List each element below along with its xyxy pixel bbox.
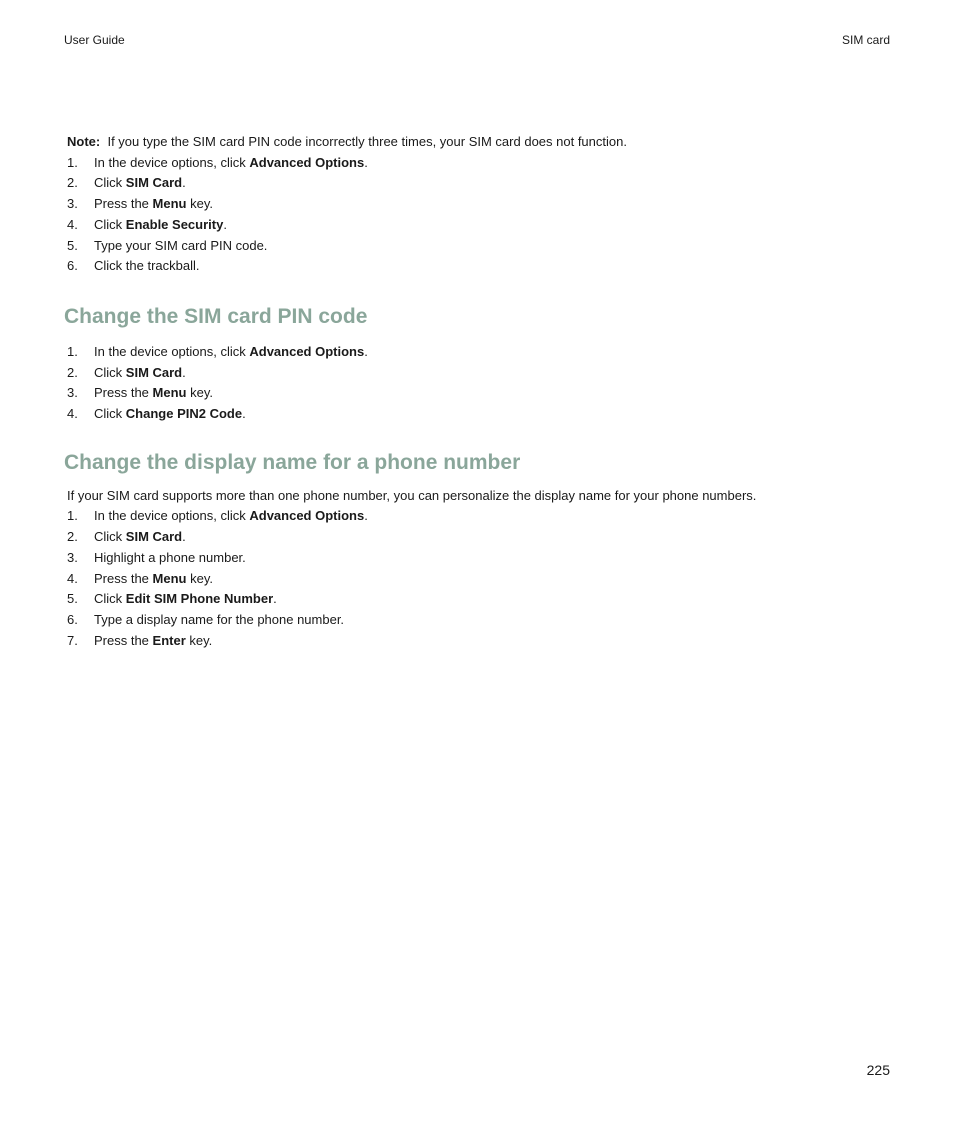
step-text: In the device options, click <box>94 343 250 359</box>
list-item <box>64 548 894 569</box>
step-text-suffix: . <box>182 175 186 191</box>
step-ui-term: Enable Security <box>125 216 224 232</box>
note-paragraph <box>67 132 894 153</box>
list-item <box>64 256 894 277</box>
step-text: Type a display name for the phone number. <box>94 611 345 627</box>
step-number: 2. <box>67 175 78 191</box>
step-ui-term: SIM Card <box>125 529 183 545</box>
display-name-steps <box>64 506 894 651</box>
step-text: In the device options, click <box>94 154 250 170</box>
step-number: 3. <box>67 549 78 565</box>
step-number: 4. <box>67 216 78 232</box>
step-text: In the device options, click <box>94 508 250 524</box>
note-text: If you type the SIM card PIN code incorrectly three times, your SIM card does not function. <box>107 134 627 149</box>
step-number: 7. <box>67 632 78 648</box>
step-text-suffix: . <box>273 591 277 607</box>
step-text-suffix: . <box>182 529 186 545</box>
step-ui-term: SIM Card <box>125 175 183 191</box>
step-text-suffix: . <box>364 154 368 170</box>
step-text-suffix: . <box>364 508 368 524</box>
list-item <box>64 153 894 174</box>
step-number: 6. <box>67 611 78 627</box>
step-text-suffix: key. <box>185 632 213 648</box>
step-text-suffix: . <box>182 364 186 380</box>
step-text-suffix: . <box>364 343 368 359</box>
step-ui-term: Advanced Options <box>249 343 365 359</box>
step-text-suffix: . <box>242 406 246 422</box>
change-pin-steps <box>64 342 894 425</box>
list-item <box>64 342 894 363</box>
step-number: 2. <box>67 364 78 380</box>
note-label: Note: <box>67 134 101 149</box>
step-number: 5. <box>67 237 78 253</box>
step-number: 4. <box>67 406 78 422</box>
running-header-title: User Guide <box>64 33 125 47</box>
step-ui-term: Menu <box>152 570 187 586</box>
list-item <box>64 589 894 610</box>
step-text: Type your SIM card PIN code. <box>94 237 268 253</box>
step-text: Click the trackball. <box>94 258 200 274</box>
step-text: Press the <box>94 196 153 212</box>
list-item <box>64 383 894 404</box>
step-ui-term: SIM Card <box>125 364 183 380</box>
step-text: Click <box>94 364 126 380</box>
step-text: Click <box>94 175 126 191</box>
step-text-suffix: key. <box>186 196 213 212</box>
step-number: 6. <box>67 258 78 274</box>
step-ui-term: Advanced Options <box>249 508 365 524</box>
step-number: 2. <box>67 529 78 545</box>
step-ui-term: Advanced Options <box>249 154 365 170</box>
list-item <box>64 527 894 548</box>
step-text: Press the <box>94 570 153 586</box>
page-content <box>64 132 894 651</box>
list-item <box>64 569 894 590</box>
list-item <box>64 631 894 652</box>
step-number: 4. <box>67 570 78 586</box>
step-ui-term: Menu <box>152 196 187 212</box>
section-heading-change-pin: Change the SIM card PIN code <box>64 304 368 328</box>
step-text-suffix: key. <box>186 570 213 586</box>
step-text: Click <box>94 406 126 422</box>
step-ui-term: Change PIN2 Code <box>125 406 243 422</box>
step-ui-term: Enter <box>152 632 186 648</box>
page-number: 225 <box>866 1062 890 1078</box>
step-number: 1. <box>67 508 78 524</box>
step-ui-term: Edit SIM Phone Number <box>125 591 274 607</box>
step-text: Click <box>94 216 126 232</box>
step-text-suffix: key. <box>186 385 213 401</box>
list-item <box>64 404 894 425</box>
step-text: Press the <box>94 385 153 401</box>
step-text: Click <box>94 529 126 545</box>
display-name-intro: If your SIM card supports more than one phone number, you can personalize the display name for your phone numbers. <box>67 487 757 503</box>
section-heading-display-name: Change the display name for a phone number <box>64 450 521 474</box>
step-number: 3. <box>67 196 78 212</box>
list-item <box>64 610 894 631</box>
step-text: Click <box>94 591 126 607</box>
step-number: 1. <box>67 343 78 359</box>
list-item <box>64 194 894 215</box>
list-item <box>64 236 894 257</box>
enable-security-steps <box>64 153 894 277</box>
step-text: Press the <box>94 632 153 648</box>
step-ui-term: Menu <box>152 385 187 401</box>
list-item <box>64 215 894 236</box>
list-item <box>64 363 894 384</box>
step-text-suffix: . <box>223 216 227 232</box>
running-header-chapter: SIM card <box>841 33 890 47</box>
step-number: 5. <box>67 591 78 607</box>
list-item <box>64 173 894 194</box>
list-item <box>64 506 894 527</box>
step-number: 1. <box>67 154 78 170</box>
step-number: 3. <box>67 385 78 401</box>
step-text: Highlight a phone number. <box>94 549 246 565</box>
